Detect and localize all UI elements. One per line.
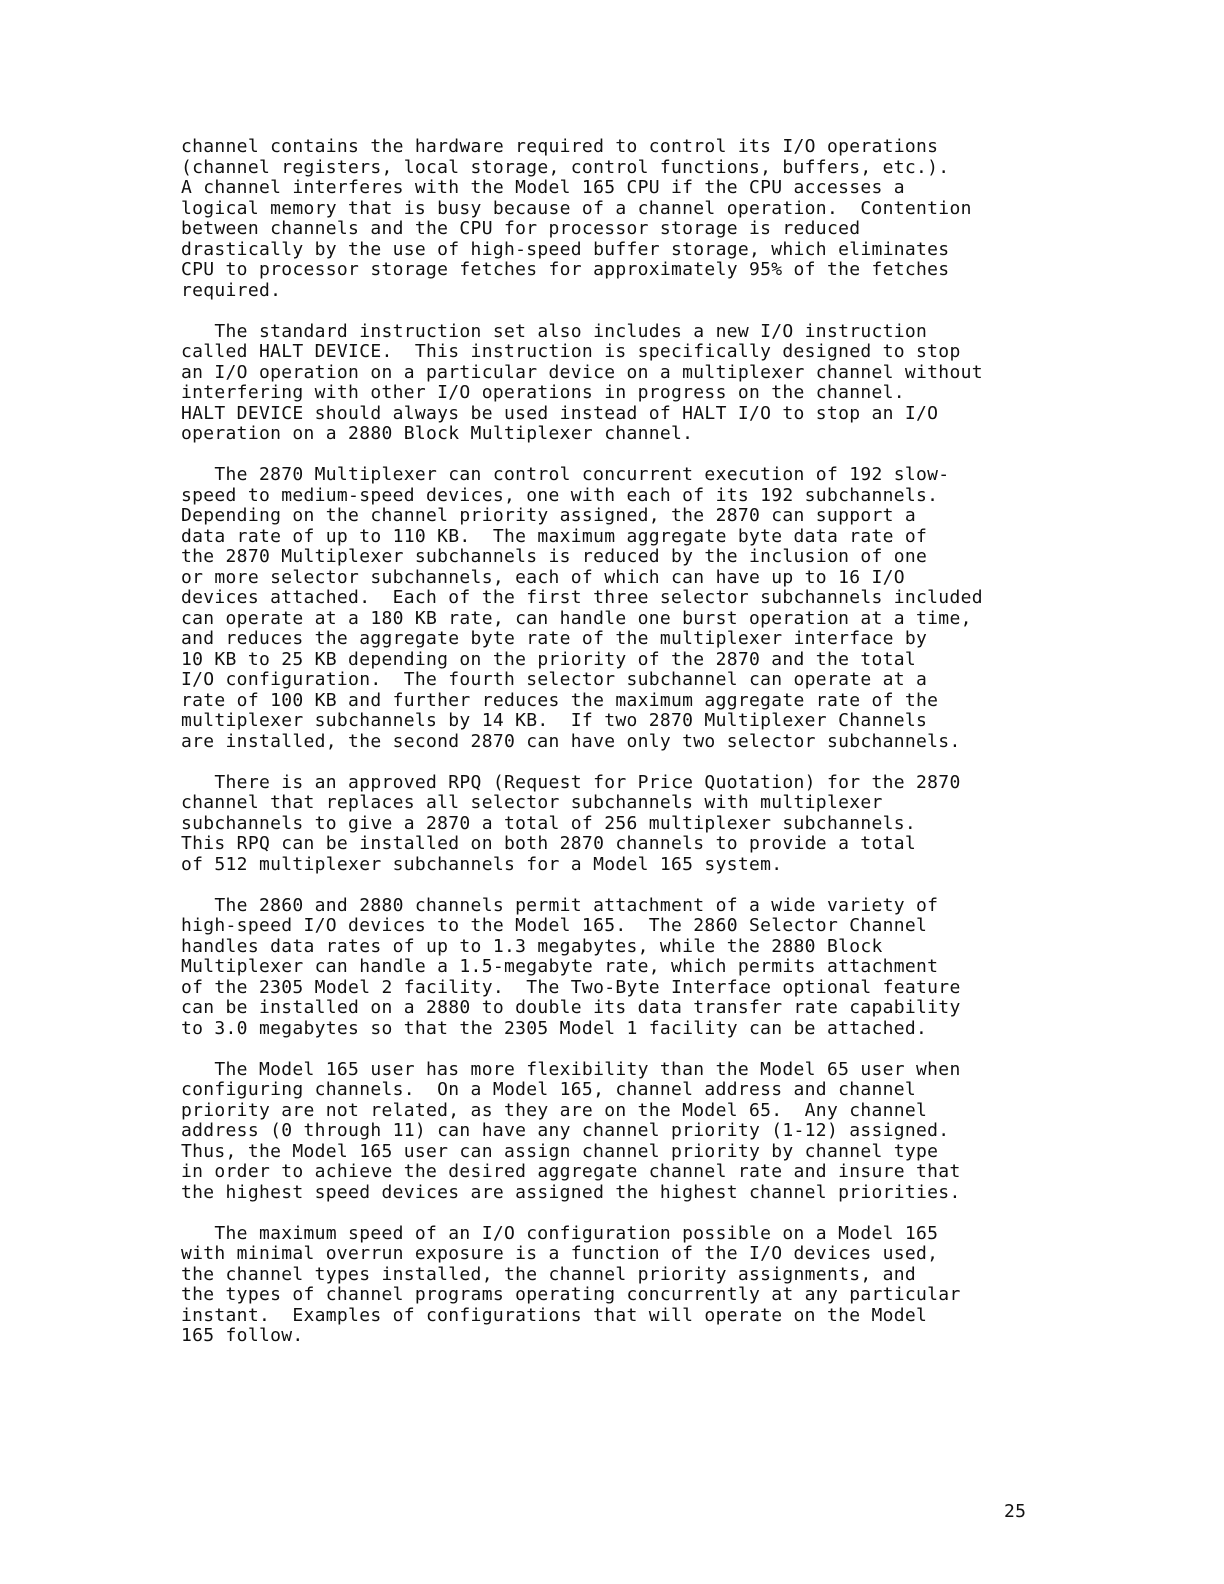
text-line: an I/O operation on a particular device on a multiplexer channel without [181,361,983,383]
text-line: HALT DEVICE should always be used instead of HALT I/O to stop an I/O [181,402,939,424]
text-line: CPU to processor storage fetches for approximately 95% of the fetches [181,259,950,280]
text-line: subchannels to give a 2870 a total of 256 multiplexer subchannels. [181,812,917,834]
text-line: high-speed I/O devices to the Model 165. The 2860 Selector Channel [181,915,928,936]
text-line: handles data rates of up to 1.3 megabytes, while the 2880 Block [181,935,883,957]
text-line: called HALT DEVICE. This instruction is specifically designed to stop [181,341,961,362]
text-line: between channels and the CPU for processor storage is reduced [181,218,861,239]
text-line: There is an approved RPQ (Request for Price Quotation) for the 2870 [181,771,961,793]
paragraph [181,322,1081,445]
text-line: required. [181,279,282,301]
paragraph [181,896,1081,1040]
text-line: the highest speed devices are assigned the highest channel priorities. [181,1181,961,1203]
text-line: address (0 through 11) can have any channel priority (1-12) assigned. [181,1120,950,1141]
text-line: instant. Examples of configurations that will operate on the Model [181,1304,928,1326]
text-line: Depending on the channel priority assigned, the 2870 can support a [181,505,917,526]
text-line: This RPQ can be installed on both 2870 channels to provide a total [181,833,917,854]
text-line: to 3.0 megabytes so that the 2305 Model 1 facility can be attached. [181,1017,928,1039]
text-line: with minimal overrun exposure is a function of the I/O devices used, [181,1243,939,1264]
paragraph [181,773,1081,876]
paragraph [181,137,1081,301]
page-number: 25 [1004,1501,1027,1522]
text-line: the types of channel programs operating concurrently at any particular [181,1284,961,1305]
text-line: or more selector subchannels, each of which can have up to 16 I/O [181,566,905,588]
text-line: of 512 multiplexer subchannels for a Model 165 system. [181,853,783,875]
text-line: The 2860 and 2880 channels permit attachment of a wide variety of [181,894,939,916]
text-line: A channel interferes with the Model 165 CPU if the CPU accesses a [181,177,905,198]
text-line: The 2870 Multiplexer can control concurrent execution of 192 slow- [181,464,950,485]
text-line: logical memory that is busy because of a channel operation. Contention [181,197,972,219]
text-line: the 2870 Multiplexer subchannels is reduced by the inclusion of one [181,546,928,567]
text-line: of the 2305 Model 2 facility. The Two-Byte Interface optional feature [181,976,961,998]
text-line: are installed, the second 2870 can have only two selector subchannels. [181,730,961,752]
text-line: can operate at a 180 KB rate, can handle one burst operation at a time, [181,607,972,629]
text-line: multiplexer subchannels by 14 KB. If two 2870 Multiplexer Channels [181,710,928,731]
text-line: operation on a 2880 Block Multiplexer channel. [181,423,694,444]
text-line: priority are not related, as they are on the Model 65. Any channel [181,1099,928,1121]
text-line: channel that replaces all selector subchannels with multiplexer [181,792,883,813]
text-line: Multiplexer can handle a 1.5-megabyte rate, which permits attachment [181,956,939,977]
text-line: speed to medium-speed devices, one with each of its 192 subchannels. [181,484,939,506]
text-line: configuring channels. On a Model 165, channel address and channel [181,1079,917,1100]
text-line: rate of 100 KB and further reduces the maximum aggregate rate of the [181,689,939,711]
text-line: interfering with other I/O operations in progress on the channel. [181,382,905,403]
text-line: I/O configuration. The fourth selector subchannel can operate at a [181,669,928,690]
paragraph [181,1060,1081,1204]
text-line: The Model 165 user has more flexibility than the Model 65 user when [181,1058,961,1080]
body-text [181,137,1081,1367]
text-line: 165 follow. [181,1325,304,1346]
text-line: data rate of up to 110 KB. The maximum aggregate byte data rate of [181,525,928,547]
text-line: in order to achieve the desired aggregate channel rate and insure that [181,1161,961,1182]
text-line: can be installed on a 2880 to double its data transfer rate capability [181,997,961,1018]
paragraph [181,465,1081,752]
text-line: channel contains the hardware required to control its I/O operations [181,136,939,157]
text-line: 10 KB to 25 KB depending on the priority of the 2870 and the total [181,648,917,670]
text-line: drastically by the use of high-speed buffer storage, which eliminates [181,238,950,260]
text-line: (channel registers, local storage, control functions, buffers, etc.). [181,156,950,178]
text-line: The standard instruction set also includes a new I/O instruction [181,320,928,342]
text-line: devices attached. Each of the first three selector subchannels included [181,587,983,608]
text-line: and reduces the aggregate byte rate of the multiplexer interface by [181,628,928,649]
text-line: The maximum speed of an I/O configuration possible on a Model 165 [181,1222,939,1244]
text-line: the channel types installed, the channel priority assignments, and [181,1263,917,1285]
paragraph [181,1224,1081,1347]
text-line: Thus, the Model 165 user can assign channel priority by channel type [181,1140,939,1162]
